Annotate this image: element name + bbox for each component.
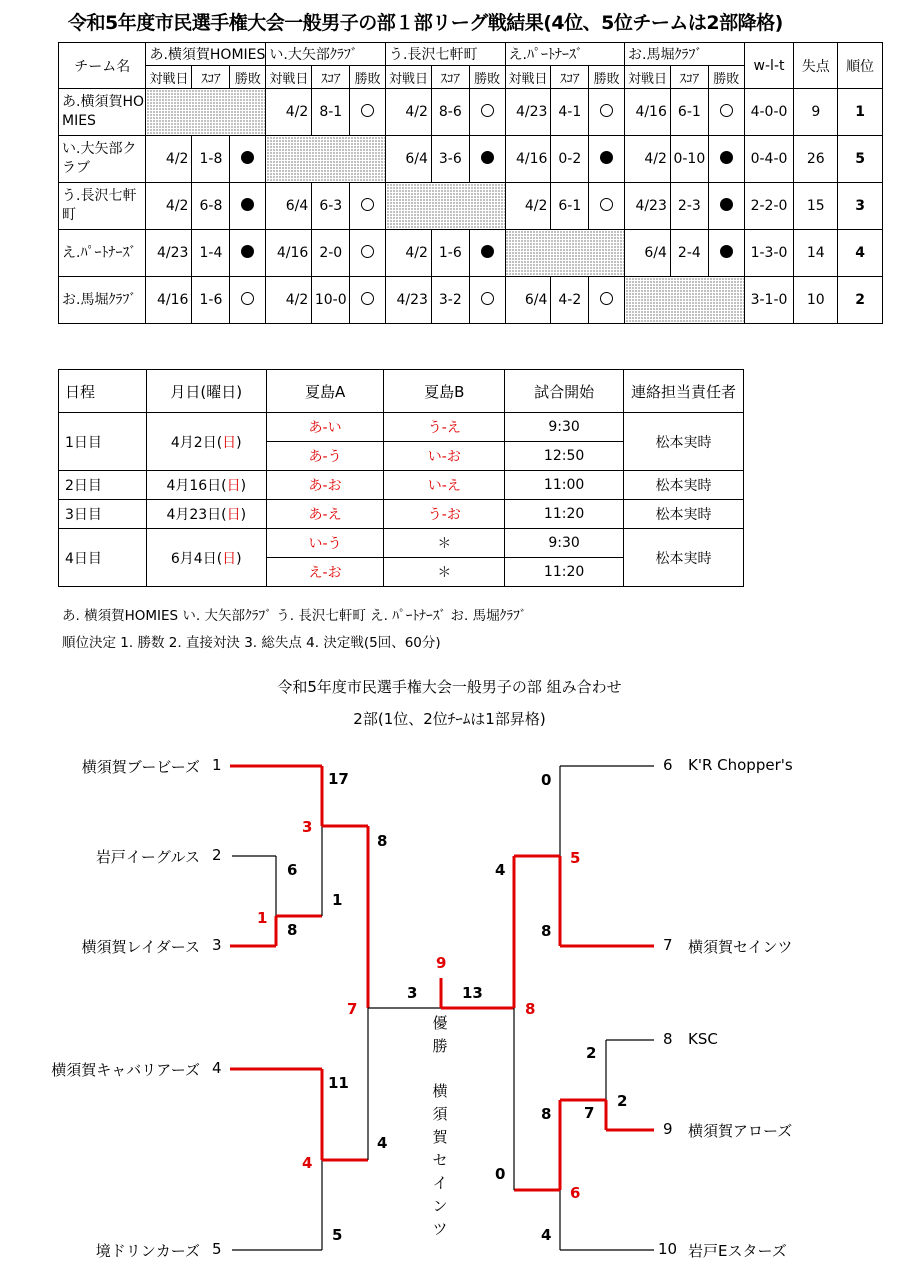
schedule-header-day: 日程 [59, 370, 147, 413]
date-subheader: 対戦日 [386, 66, 432, 89]
match-score: 6-1 [551, 183, 589, 230]
field-b-match: う-お [384, 500, 505, 529]
schedule-header-field-b: 夏島B [384, 370, 505, 413]
contact-person: 松本実時 [624, 471, 744, 500]
score-subheader: ｽｺｱ [551, 66, 589, 89]
rank-header: 順位 [838, 43, 883, 89]
field-b-match: う-え [384, 413, 505, 442]
match-score-label: 0 [541, 771, 552, 789]
match-score-label: 4 [377, 1134, 388, 1152]
schedule-header-date: 月日(曜日) [146, 370, 266, 413]
result-subheader: 勝敗 [469, 66, 505, 89]
right-team-seed: 6 [663, 756, 673, 774]
match-score: 6-1 [670, 89, 708, 136]
match-score: 1-6 [192, 277, 230, 324]
field-a-match: あ-う [266, 442, 384, 471]
match-date: 6/4 [505, 277, 551, 324]
match-score: 2-3 [670, 183, 708, 230]
left-team-name: 横須賀レイダース [81, 938, 200, 956]
match-date: 4/23 [386, 277, 432, 324]
match-score: 1-4 [192, 230, 230, 277]
date-close: ) [240, 507, 247, 523]
field-a-match: あ-え [266, 500, 384, 529]
champion-name-char: セ [432, 1151, 448, 1169]
game-number-label: 5 [570, 849, 581, 867]
match-date: 4/2 [266, 277, 312, 324]
result-subheader: 勝敗 [708, 66, 744, 89]
team-name: あ.横須賀HOMIES [59, 89, 146, 136]
wlt-value: 3-1-0 [744, 277, 794, 324]
match-score: 10-0 [312, 277, 350, 324]
result-subheader: 勝敗 [230, 66, 266, 89]
match-score: 2-0 [312, 230, 350, 277]
schedule-day: 2日目 [59, 471, 147, 500]
game-number-label: 9 [436, 954, 447, 972]
result-subheader: 勝敗 [589, 66, 625, 89]
column-team-o: お.馬堀ｸﾗﾌﾞ [625, 43, 745, 66]
match-score-label: 2 [617, 1092, 628, 1110]
date-subheader: 対戦日 [625, 66, 671, 89]
match-score: 6-3 [312, 183, 350, 230]
match-score-label: 8 [541, 1105, 552, 1123]
wlt-value: 0-4-0 [744, 136, 794, 183]
wlt-value: 1-3-0 [744, 230, 794, 277]
right-team-name: K'R Chopper's [688, 756, 793, 774]
champion-name-char: ツ [432, 1220, 448, 1238]
field-a-match: あ-い [266, 413, 384, 442]
game-number-label: 6 [570, 1184, 581, 1202]
team-header: チーム名 [59, 43, 146, 89]
conceded-value: 26 [794, 136, 838, 183]
match-date: 6/4 [266, 183, 312, 230]
day-of-week: 日 [222, 550, 237, 567]
date-close: ) [236, 550, 242, 567]
left-team-seed: 5 [212, 1240, 222, 1258]
match-score: 8-1 [312, 89, 350, 136]
start-time: 11:00 [505, 471, 624, 500]
match-date: 4/16 [146, 277, 192, 324]
date-subheader: 対戦日 [266, 66, 312, 89]
match-score: 4-2 [551, 277, 589, 324]
match-date: 6/4 [625, 230, 671, 277]
schedule-header-field-a: 夏島A [266, 370, 384, 413]
result-subheader: 勝敗 [350, 66, 386, 89]
match-score-label: 0 [495, 1165, 506, 1183]
field-b-match: い-え [384, 471, 505, 500]
match-date: 4/2 [146, 136, 192, 183]
left-team-name: 境ドリンカーズ [95, 1242, 200, 1260]
team-name: い.大矢部クラブ [59, 136, 146, 183]
field-a-match: あ-お [266, 471, 384, 500]
date-text: 4月23日( [166, 507, 227, 523]
field-a-match: え-お [266, 558, 384, 587]
game-number-label: 8 [525, 1000, 536, 1018]
contact-person: 松本実時 [624, 500, 744, 529]
field-b-match: ＊ [384, 558, 505, 587]
column-team-i: い.大矢部ｸﾗﾌﾞ [266, 43, 386, 66]
conceded-value: 10 [794, 277, 838, 324]
left-team-seed: 2 [212, 846, 222, 864]
schedule-header-start: 試合開始 [505, 370, 624, 413]
field-b-match: ＊ [384, 529, 505, 558]
match-score-label: 11 [328, 1074, 349, 1092]
conceded-value: 9 [794, 89, 838, 136]
start-time: 9:30 [505, 413, 624, 442]
match-date: 4/16 [625, 89, 671, 136]
score-subheader: ｽｺｱ [312, 66, 350, 89]
schedule-day: 1日目 [59, 413, 147, 471]
score-subheader: ｽｺｱ [431, 66, 469, 89]
bracket-subtitle: 2部(1位、2位ﾁｰﾑは1部昇格) [353, 710, 546, 728]
match-score-label: 5 [332, 1226, 343, 1244]
date-close: ) [240, 478, 247, 494]
match-score-label: 1 [332, 891, 343, 909]
bracket-title: 令和5年度市民選手権大会一般男子の部 組み合わせ [277, 678, 622, 696]
right-team-seed: 7 [663, 936, 673, 954]
field-b-match: い-お [384, 442, 505, 471]
match-score: 1-6 [431, 230, 469, 277]
champion-label-char: 優 [432, 1014, 448, 1032]
match-score-label: 4 [495, 861, 506, 879]
match-score-label: 2 [586, 1044, 597, 1062]
start-time: 11:20 [505, 558, 624, 587]
wlt-value: 4-0-0 [744, 89, 794, 136]
game-number-label: 4 [302, 1154, 313, 1172]
match-score-label: 8 [541, 922, 552, 940]
column-team-e: え.ﾊﾟｰﾄﾅｰｽﾞ [505, 43, 624, 66]
date-subheader: 対戦日 [505, 66, 551, 89]
rank-value: 4 [838, 230, 883, 277]
start-time: 12:50 [505, 442, 624, 471]
match-date: 4/2 [505, 183, 551, 230]
column-team-a: あ.横須賀HOMIES [146, 43, 266, 66]
left-team-seed: 3 [212, 936, 222, 954]
wlt-value: 2-2-0 [744, 183, 794, 230]
left-team-name: 岩戸イーグルス [95, 848, 200, 866]
match-score-label: 8 [287, 921, 298, 939]
rank-value: 5 [838, 136, 883, 183]
game-number-label: 7 [347, 1000, 358, 1018]
day-of-week: 日 [226, 507, 241, 523]
match-score: 4-1 [551, 89, 589, 136]
match-score-label: 6 [287, 861, 298, 879]
score-subheader: ｽｺｱ [192, 66, 230, 89]
match-score-label: 4 [541, 1226, 552, 1244]
right-team-name: KSC [688, 1030, 718, 1048]
date-text: 4月2日( [170, 434, 223, 451]
match-score-label: 17 [328, 770, 349, 788]
champion-name-char: 須 [432, 1105, 448, 1123]
left-team-name: 横須賀ブービーズ [81, 758, 200, 776]
contact-person: 松本実時 [624, 529, 744, 587]
field-a-match: い-う [266, 529, 384, 558]
match-date: 4/2 [386, 230, 432, 277]
match-score: 1-8 [192, 136, 230, 183]
game-number-label: 1 [257, 909, 268, 927]
team-name: う.長沢七軒町 [59, 183, 146, 230]
team-legend: あ. 横須賀HOMIES い. 大矢部ｸﾗﾌﾞ う. 長沢七軒町 え. ﾊﾟｰﾄﾅｰｽﾞ お. 馬堀ｸﾗﾌﾞ [62, 608, 527, 624]
day-of-week: 日 [226, 478, 241, 494]
match-score-label: 7 [584, 1104, 595, 1122]
conceded-value: 14 [794, 230, 838, 277]
date-close: ) [236, 434, 242, 451]
match-score-label: 13 [462, 984, 483, 1002]
match-date: 4/2 [266, 89, 312, 136]
match-score-label: 3 [407, 984, 418, 1002]
match-score: 3-6 [431, 136, 469, 183]
match-score: 0-2 [551, 136, 589, 183]
right-team-seed: 8 [663, 1030, 673, 1048]
champion-name-char: 賀 [432, 1128, 448, 1146]
start-time: 11:20 [505, 500, 624, 529]
left-team-seed: 1 [212, 756, 222, 774]
match-date: 4/23 [505, 89, 551, 136]
date-text: 6月4日( [170, 550, 223, 567]
match-date: 4/23 [146, 230, 192, 277]
contact-person: 松本実時 [624, 413, 744, 471]
champion-name [430, 1080, 450, 1241]
date-text: 4月16日( [166, 478, 227, 494]
conceded-header: 失点 [794, 43, 838, 89]
schedule-day: 4日目 [59, 529, 147, 587]
team-name: お.馬堀ｸﾗﾌﾞ [59, 277, 146, 324]
schedule-header-contact: 連絡担当責任者 [624, 370, 744, 413]
right-team-seed: 10 [658, 1240, 678, 1258]
match-score: 8-6 [431, 89, 469, 136]
rank-value: 1 [838, 89, 883, 136]
conceded-value: 15 [794, 183, 838, 230]
right-team-name: 横須賀アローズ [688, 1122, 793, 1140]
column-team-u: う.長沢七軒町 [386, 43, 506, 66]
wlt-header: w-l-t [744, 43, 794, 89]
ranking-rule: 順位決定 1. 勝数 2. 直接対決 3. 総失点 4. 決定戦(5回、60分) [62, 635, 441, 651]
match-score: 0-10 [670, 136, 708, 183]
champion-name-char: 横 [432, 1082, 448, 1100]
match-date: 4/2 [386, 89, 432, 136]
date-subheader: 対戦日 [146, 66, 192, 89]
match-date: 4/23 [625, 183, 671, 230]
right-team-name: 岩戸Eスターズ [688, 1242, 787, 1260]
rank-value: 2 [838, 277, 883, 324]
left-team-seed: 4 [212, 1059, 222, 1077]
left-team-name: 横須賀キャバリアーズ [51, 1061, 200, 1079]
match-date: 4/16 [266, 230, 312, 277]
match-date: 6/4 [386, 136, 432, 183]
match-score: 6-8 [192, 183, 230, 230]
champion-label-char: 勝 [432, 1037, 448, 1055]
right-team-seed: 9 [663, 1120, 673, 1138]
start-time: 9:30 [505, 529, 624, 558]
champion-name-char: ン [432, 1197, 448, 1215]
match-score: 3-2 [431, 277, 469, 324]
match-score-label: 8 [377, 832, 388, 850]
rank-value: 3 [838, 183, 883, 230]
day-of-week: 日 [222, 434, 237, 451]
league-title: 令和5年度市民選手権大会一般男子の部１部リーグ戦結果(4位、5位チームは2部降格) [68, 12, 783, 34]
champion-name-char: イ [432, 1174, 448, 1192]
champion-label [430, 1012, 450, 1058]
game-number-label: 3 [302, 818, 313, 836]
match-date: 4/2 [146, 183, 192, 230]
team-name: え.ﾊﾟｰﾄﾅｰｽﾞ [59, 230, 146, 277]
schedule-day: 3日目 [59, 500, 147, 529]
score-subheader: ｽｺｱ [670, 66, 708, 89]
match-date: 4/2 [625, 136, 671, 183]
match-score: 2-4 [670, 230, 708, 277]
match-date: 4/16 [505, 136, 551, 183]
right-team-name: 横須賀セインツ [688, 938, 793, 956]
